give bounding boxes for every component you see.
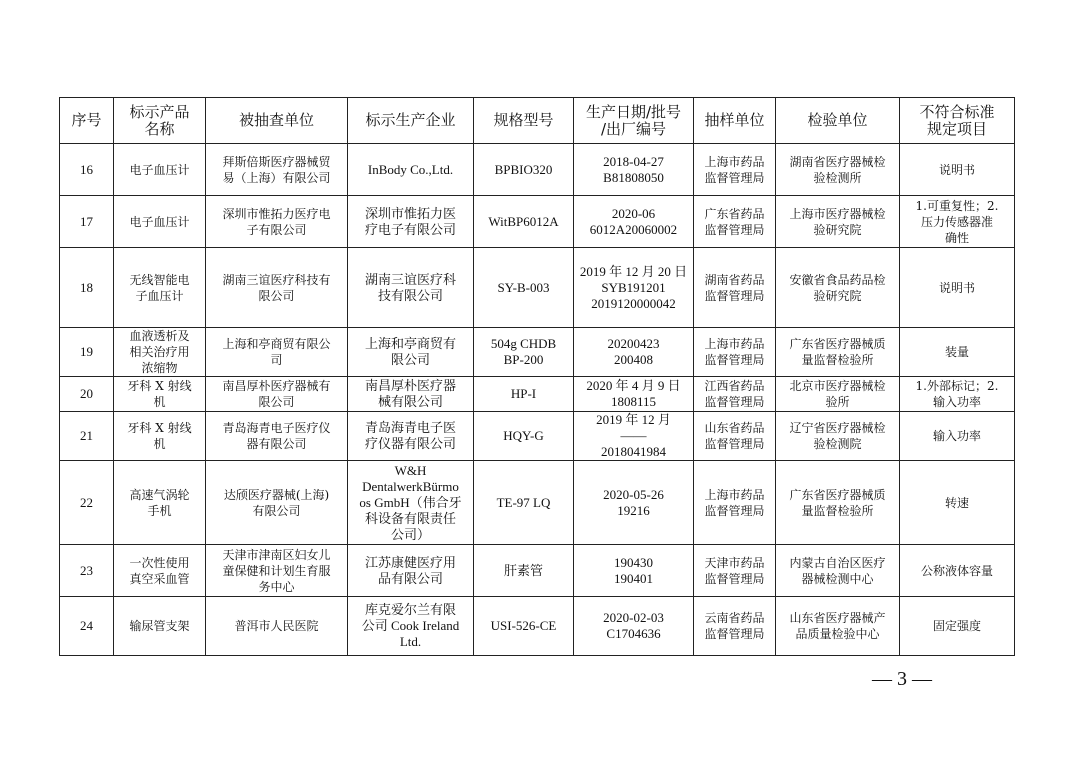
cell-batch	[574, 377, 694, 412]
cell-product-name-text: 电子血压计	[129, 214, 190, 229]
table-row	[60, 461, 1015, 545]
cell-batch-text: 2020-02-03 C1704636	[603, 610, 664, 641]
header-inspection-unit: 检验单位	[776, 98, 900, 144]
cell-product-name	[114, 597, 206, 656]
cell-inspected-unit	[206, 461, 348, 545]
table-row	[60, 328, 1015, 377]
cell-manufacturer-text: 湖南三谊医疗科 技有限公司	[364, 271, 456, 303]
cell-index	[60, 377, 114, 412]
cell-manufacturer	[348, 597, 474, 656]
cell-model-text: 504g CHDB BP-200	[490, 336, 557, 367]
cell-index	[60, 545, 114, 597]
cell-index	[60, 328, 114, 377]
cell-index	[60, 248, 114, 328]
cell-product-name	[114, 461, 206, 545]
cell-index-text: 24	[80, 618, 93, 633]
cell-nonconforming-items-text: 1.外部标记；2. 输入功率	[915, 379, 999, 409]
cell-product-name	[114, 196, 206, 248]
cell-manufacturer	[348, 328, 474, 377]
cell-inspection-unit-text: 广东省医疗器械质 量监督检验所	[789, 337, 886, 367]
cell-nonconforming-items	[900, 328, 1015, 377]
cell-batch	[574, 597, 694, 656]
page-number: — 3 —	[872, 668, 932, 690]
cell-product-name-text: 牙科 X 射线 机	[127, 379, 192, 409]
cell-inspected-unit-text: 达颀医疗器械(上海) 有限公司	[223, 487, 330, 518]
cell-manufacturer	[348, 377, 474, 412]
header-product-name: 标示产品 名称	[114, 98, 206, 144]
cell-model	[474, 377, 574, 412]
cell-manufacturer-text: 青岛海青电子医 疗仪器有限公司	[364, 420, 456, 451]
cell-nonconforming-items	[900, 597, 1015, 656]
header-index: 序号	[60, 98, 114, 144]
cell-sampling-unit	[694, 377, 776, 412]
cell-model-text: HP-I	[510, 386, 537, 401]
cell-index-text: 19	[80, 344, 93, 359]
cell-model	[474, 461, 574, 545]
table-row	[60, 597, 1015, 656]
table-row	[60, 248, 1015, 328]
cell-nonconforming-items	[900, 144, 1015, 196]
cell-manufacturer-text: 深圳市惟拓力医 疗电子有限公司	[364, 205, 456, 237]
cell-batch	[574, 328, 694, 377]
header-nonconforming-items: 不符合标准 规定项目	[900, 98, 1015, 144]
cell-model-text: SY-B-003	[497, 279, 550, 295]
cell-inspection-unit	[776, 461, 900, 545]
header-model: 规格型号	[474, 98, 574, 144]
cell-nonconforming-items	[900, 196, 1015, 248]
cell-nonconforming-items-text: 1.可重复性；2. 压力传感器准 确性	[915, 198, 999, 245]
cell-sampling-unit	[694, 461, 776, 545]
cell-sampling-unit	[694, 196, 776, 248]
cell-inspection-unit	[776, 144, 900, 196]
cell-inspected-unit	[206, 597, 348, 656]
cell-inspection-unit-text: 安徽省食品药品检 验研究院	[789, 272, 886, 303]
header-manufacturer: 标示生产企业	[348, 98, 474, 144]
cell-inspected-unit-text: 青岛海青电子医疗仪 器有限公司	[222, 421, 331, 451]
cell-manufacturer-text: 库克爱尔兰有限 公司 Cook Ireland Ltd.	[361, 602, 460, 649]
cell-product-name	[114, 248, 206, 328]
cell-inspected-unit	[206, 328, 348, 377]
cell-model	[474, 196, 574, 248]
cell-product-name	[114, 377, 206, 412]
cell-inspected-unit-text: 普洱市人民医院	[234, 619, 319, 633]
table-row	[60, 545, 1015, 597]
cell-batch	[574, 461, 694, 545]
inspection-results-table	[59, 97, 1015, 656]
cell-nonconforming-items-text: 输入功率	[932, 429, 981, 443]
cell-inspection-unit-text: 上海市医疗器械检 验研究院	[789, 206, 886, 237]
cell-batch	[574, 412, 694, 461]
cell-product-name-text: 输尿管支架	[129, 619, 190, 633]
cell-inspection-unit	[776, 545, 900, 597]
cell-inspection-unit	[776, 377, 900, 412]
cell-manufacturer	[348, 248, 474, 328]
cell-model-text: WitBP6012A	[488, 213, 559, 229]
cell-sampling-unit-text: 山东省药品 监督管理局	[704, 421, 765, 451]
cell-inspected-unit	[206, 144, 348, 196]
cell-batch-text: 2019 年 12 月 20 日 SYB191201 2019120000042	[579, 263, 688, 311]
cell-index	[60, 597, 114, 656]
cell-sampling-unit	[694, 328, 776, 377]
cell-index	[60, 412, 114, 461]
cell-nonconforming-items	[900, 248, 1015, 328]
cell-nonconforming-items-text: 公称液体容量	[920, 563, 993, 578]
cell-inspected-unit-text: 天津市津南区妇女儿 童保健和计划生育服 务中心	[222, 547, 331, 594]
cell-sampling-unit-text: 湖南省药品 监督管理局	[704, 272, 765, 303]
cell-inspection-unit-text: 广东省医疗器械质 量监督检验所	[789, 487, 886, 518]
cell-inspected-unit	[206, 545, 348, 597]
cell-inspected-unit-text: 上海和亭商贸有限公 司	[222, 337, 331, 367]
cell-inspection-unit	[776, 328, 900, 377]
cell-index-text: 16	[80, 161, 93, 177]
cell-manufacturer-text: InBody Co.,Ltd.	[367, 161, 454, 177]
cell-index-text: 17	[80, 213, 93, 229]
cell-manufacturer	[348, 545, 474, 597]
cell-batch-text: 2020 年 4 月 9 日 1808115	[586, 378, 681, 409]
cell-model	[474, 328, 574, 377]
header-inspected-unit: 被抽查单位	[206, 98, 348, 144]
cell-nonconforming-items-text: 说明书	[938, 162, 975, 177]
cell-inspection-unit-text: 辽宁省医疗器械检 验检测院	[789, 421, 886, 451]
cell-nonconforming-items-text: 说明书	[938, 280, 975, 295]
table-body	[60, 144, 1015, 656]
cell-model	[474, 545, 574, 597]
cell-product-name-text: 无线智能电 子血压计	[129, 272, 190, 303]
cell-sampling-unit-text: 江西省药品 监督管理局	[704, 379, 765, 409]
cell-batch-text: 2018-04-27 B81808050	[603, 153, 664, 185]
cell-manufacturer	[348, 196, 474, 248]
cell-product-name	[114, 144, 206, 196]
cell-inspection-unit	[776, 196, 900, 248]
cell-inspected-unit-text: 湖南三谊医疗科技有 限公司	[222, 272, 331, 303]
cell-model-text: HQY-G	[503, 428, 544, 443]
cell-inspected-unit	[206, 412, 348, 461]
table-row	[60, 377, 1015, 412]
cell-batch	[574, 144, 694, 196]
cell-nonconforming-items	[900, 377, 1015, 412]
cell-model-text: USI-526-CE	[490, 618, 557, 633]
cell-model	[474, 412, 574, 461]
cell-nonconforming-items	[900, 461, 1015, 545]
table-row	[60, 412, 1015, 461]
cell-sampling-unit	[694, 545, 776, 597]
cell-index	[60, 144, 114, 196]
cell-manufacturer	[348, 412, 474, 461]
cell-index-text: 23	[80, 562, 93, 578]
cell-index	[60, 196, 114, 248]
cell-nonconforming-items-text: 固定强度	[932, 619, 981, 633]
cell-model	[474, 144, 574, 196]
cell-manufacturer-text: 南昌厚朴医疗器 械有限公司	[364, 378, 456, 409]
cell-product-name-text: 电子血压计	[129, 162, 190, 177]
cell-sampling-unit-text: 上海市药品 监督管理局	[704, 487, 765, 518]
cell-inspection-unit-text: 湖南省医疗器械检 验检测所	[789, 154, 886, 185]
cell-inspection-unit-text: 内蒙古自治区医疗 器械检测中心	[789, 555, 886, 586]
cell-product-name-text: 牙科 X 射线 机	[127, 421, 192, 451]
cell-sampling-unit-text: 云南省药品 监督管理局	[704, 611, 765, 641]
cell-batch	[574, 196, 694, 248]
cell-index-text: 21	[80, 428, 93, 443]
cell-inspection-unit-text: 山东省医疗器械产 品质量检验中心	[789, 611, 886, 641]
header-batch: 生产日期/批号 /出厂编号	[574, 98, 694, 144]
cell-nonconforming-items	[900, 412, 1015, 461]
cell-sampling-unit-text: 上海市药品 监督管理局	[704, 337, 765, 367]
cell-batch-text: 20200423 200408	[607, 336, 660, 367]
cell-batch	[574, 545, 694, 597]
cell-product-name-text: 血液透析及 相关治疗用 浓缩物	[129, 329, 190, 375]
cell-sampling-unit	[694, 597, 776, 656]
cell-manufacturer-text: 江苏康健医疗用 品有限公司	[364, 554, 456, 586]
cell-sampling-unit	[694, 144, 776, 196]
cell-inspected-unit	[206, 377, 348, 412]
cell-inspected-unit-text: 拜斯倍斯医疗器械贸 易（上海）有限公司	[222, 154, 331, 185]
cell-index-text: 18	[80, 279, 93, 295]
table-row	[60, 144, 1015, 196]
table-row	[60, 196, 1015, 248]
cell-product-name	[114, 328, 206, 377]
cell-batch	[574, 248, 694, 328]
cell-inspected-unit-text: 深圳市惟拓力医疗电 子有限公司	[222, 206, 331, 237]
cell-product-name	[114, 412, 206, 461]
cell-inspection-unit-text: 北京市医疗器械检 验所	[789, 379, 886, 409]
cell-inspection-unit	[776, 412, 900, 461]
cell-inspected-unit	[206, 248, 348, 328]
cell-batch-text: 2019 年 12 月 —— 2018041984	[596, 412, 671, 459]
cell-sampling-unit-text: 广东省药品 监督管理局	[704, 206, 765, 237]
cell-inspection-unit	[776, 597, 900, 656]
cell-index	[60, 461, 114, 545]
cell-sampling-unit	[694, 412, 776, 461]
cell-product-name	[114, 545, 206, 597]
table-header-row	[60, 98, 1015, 144]
cell-manufacturer-text: 上海和亭商贸有 限公司	[364, 336, 456, 367]
cell-nonconforming-items	[900, 545, 1015, 597]
cell-inspected-unit-text: 南昌厚朴医疗器械有 限公司	[222, 379, 331, 409]
cell-model	[474, 597, 574, 656]
cell-product-name-text: 一次性使用 真空采血管	[129, 555, 190, 586]
cell-nonconforming-items-text: 转速	[944, 495, 969, 510]
cell-batch-text: 190430 190401	[614, 554, 653, 586]
cell-model-text: TE-97 LQ	[496, 494, 551, 510]
cell-manufacturer-text: W&H DentalwerkBürmo os GmbH（伟合牙 科设备有限责任 公司）	[359, 462, 462, 542]
cell-index-text: 20	[80, 386, 93, 401]
cell-inspection-unit	[776, 248, 900, 328]
cell-inspected-unit	[206, 196, 348, 248]
cell-batch-text: 2020-05-26 19216	[603, 486, 664, 518]
cell-product-name-text: 高速气涡轮 手机	[129, 487, 190, 518]
cell-batch-text: 2020-06 6012A20060002	[589, 205, 678, 237]
cell-index-text: 22	[80, 494, 93, 510]
cell-model-text: 肝素管	[503, 562, 543, 578]
cell-manufacturer	[348, 144, 474, 196]
cell-nonconforming-items-text: 装量	[944, 345, 969, 359]
cell-sampling-unit-text: 天津市药品 监督管理局	[704, 555, 765, 586]
cell-model	[474, 248, 574, 328]
cell-model-text: BPBIO320	[494, 161, 553, 177]
cell-sampling-unit	[694, 248, 776, 328]
cell-manufacturer	[348, 461, 474, 545]
cell-sampling-unit-text: 上海市药品 监督管理局	[704, 154, 765, 185]
header-sampling-unit: 抽样单位	[694, 98, 776, 144]
